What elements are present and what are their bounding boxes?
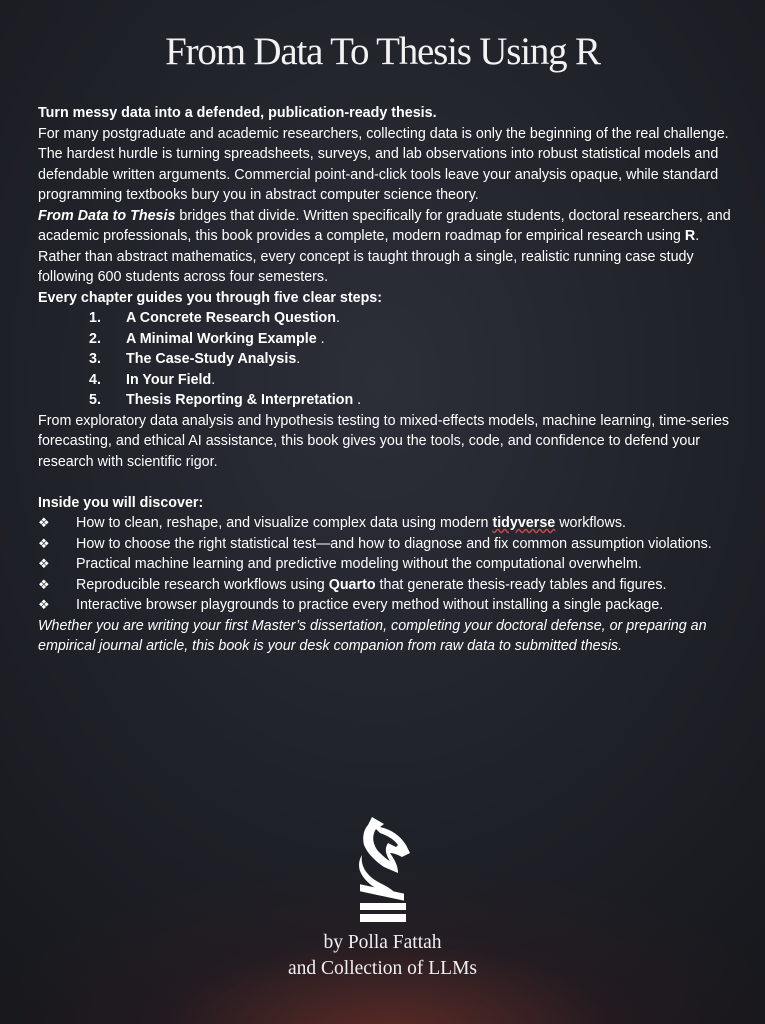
- step-number: 2.: [89, 330, 101, 347]
- discover-item-text-end: that generate thesis-ready tables and figures.: [375, 576, 667, 593]
- discover-item: [38, 513, 738, 534]
- step-number: 1.: [89, 310, 101, 326]
- step-item: [38, 349, 738, 370]
- discover-item-text: Practical machine learning and predictive modeling without the computational overwhelm.: [76, 556, 642, 572]
- paragraph-bridge: [38, 206, 738, 288]
- step-end: .: [316, 330, 325, 347]
- discover-item: [38, 554, 738, 575]
- discover-item-text: How to choose the right statistical test—and how to diagnose and fix common assumption violations.: [76, 535, 712, 552]
- diamond-bullet-icon: ❖: [38, 597, 50, 612]
- step-end: .: [353, 392, 362, 408]
- discover-item-text: How to clean, reshape, and visualize complex data using modern: [76, 515, 493, 531]
- diamond-bullet-icon: ❖: [38, 556, 50, 571]
- book-title-mention: From Data to Thesis: [38, 207, 176, 224]
- discover-list: [38, 513, 738, 616]
- diamond-bullet-icon: ❖: [38, 515, 50, 530]
- author-block: [0, 930, 765, 982]
- author-line-2: and Collection of LLMs: [287, 958, 477, 979]
- step-number: 3.: [89, 351, 101, 367]
- paragraph-topics: From exploratory data analysis and hypothesis testing to mixed-effects models, machine learning, time-series forecasting, and ethical AI assistance, this book gives you the tools, code, and confidence to defend your research with scientific rigor.: [38, 412, 730, 470]
- paragraph-challenge: For many postgraduate and academic researchers, collecting data is only the beginning of the real challenge. The hardest hurdle is turning spreadsheets, surveys, and lab observations into robust statistical models and defendable written arguments. Commercial point-and-click tools leave your analysis opaque, while standard programming textbooks bury you in abstract computer science theory.: [38, 125, 729, 203]
- back-cover-text: [38, 103, 738, 657]
- spacer: [38, 472, 738, 493]
- base-bar-icon: [360, 903, 406, 910]
- discover-heading: Inside you will discover:: [38, 494, 204, 511]
- intro-heading: Turn messy data into a defended, publication-ready thesis.: [38, 105, 437, 121]
- closing-text: Whether you are writing your first Master’s dissertation, completing your doctoral defense, or preparing an empirical journal article, this book is your desk companion from raw data to submitted thesis.: [38, 617, 707, 654]
- diamond-bullet-icon: ❖: [38, 576, 50, 592]
- step-label: The Case-Study Analysis: [126, 351, 297, 367]
- steps-heading: Every chapter guides you through five clear steps:: [38, 289, 383, 306]
- tidyverse-mention: tidyverse: [492, 515, 556, 531]
- discover-item-text-end: workflows.: [555, 515, 626, 531]
- step-item: [38, 390, 738, 411]
- step-label: A Concrete Research Question: [126, 310, 337, 326]
- author-line-1: by Polla Fattah: [323, 932, 442, 953]
- discover-item-text: Interactive browser playgrounds to practice every method without installing a single package.: [76, 597, 664, 613]
- step-end: .: [211, 371, 216, 388]
- knight-head-icon: [363, 817, 410, 873]
- step-number: 5.: [89, 392, 101, 408]
- step-item: [38, 370, 738, 391]
- base-bar-icon: [360, 914, 406, 922]
- discover-item: [38, 595, 738, 616]
- step-label: Thesis Reporting & Interpretation: [126, 392, 354, 408]
- step-label: A Minimal Working Example: [126, 330, 317, 347]
- chess-knight-s-logo-icon: [354, 815, 412, 925]
- book-title: From Data To Thesis Using R: [165, 30, 600, 73]
- closing-paragraph: [38, 616, 738, 657]
- step-number: 4.: [89, 371, 101, 388]
- steps-list: [38, 308, 738, 411]
- paragraph-bridge-part1: bridges that divide. Written specifically for graduate students, doctoral researchers, and academic professionals, this book provides a complete, modern roadmap for empirical research using: [38, 207, 731, 244]
- paragraph-bridge-part2: . Rather than abstract mathematics, every concept is taught through a single, realistic running case study following 600 students across four semesters.: [38, 228, 700, 285]
- step-end: .: [336, 310, 340, 326]
- step-label: In Your Field: [126, 371, 212, 388]
- r-language-mention: R: [684, 228, 696, 244]
- step-item: [38, 308, 738, 329]
- quarto-mention: Quarto: [328, 576, 376, 593]
- discover-item: [38, 534, 738, 555]
- step-end: .: [296, 351, 301, 367]
- diamond-bullet-icon: ❖: [38, 535, 50, 551]
- step-item: [38, 329, 738, 350]
- discover-item-text: Reproducible research workflows using: [76, 576, 329, 593]
- discover-item: [38, 575, 738, 596]
